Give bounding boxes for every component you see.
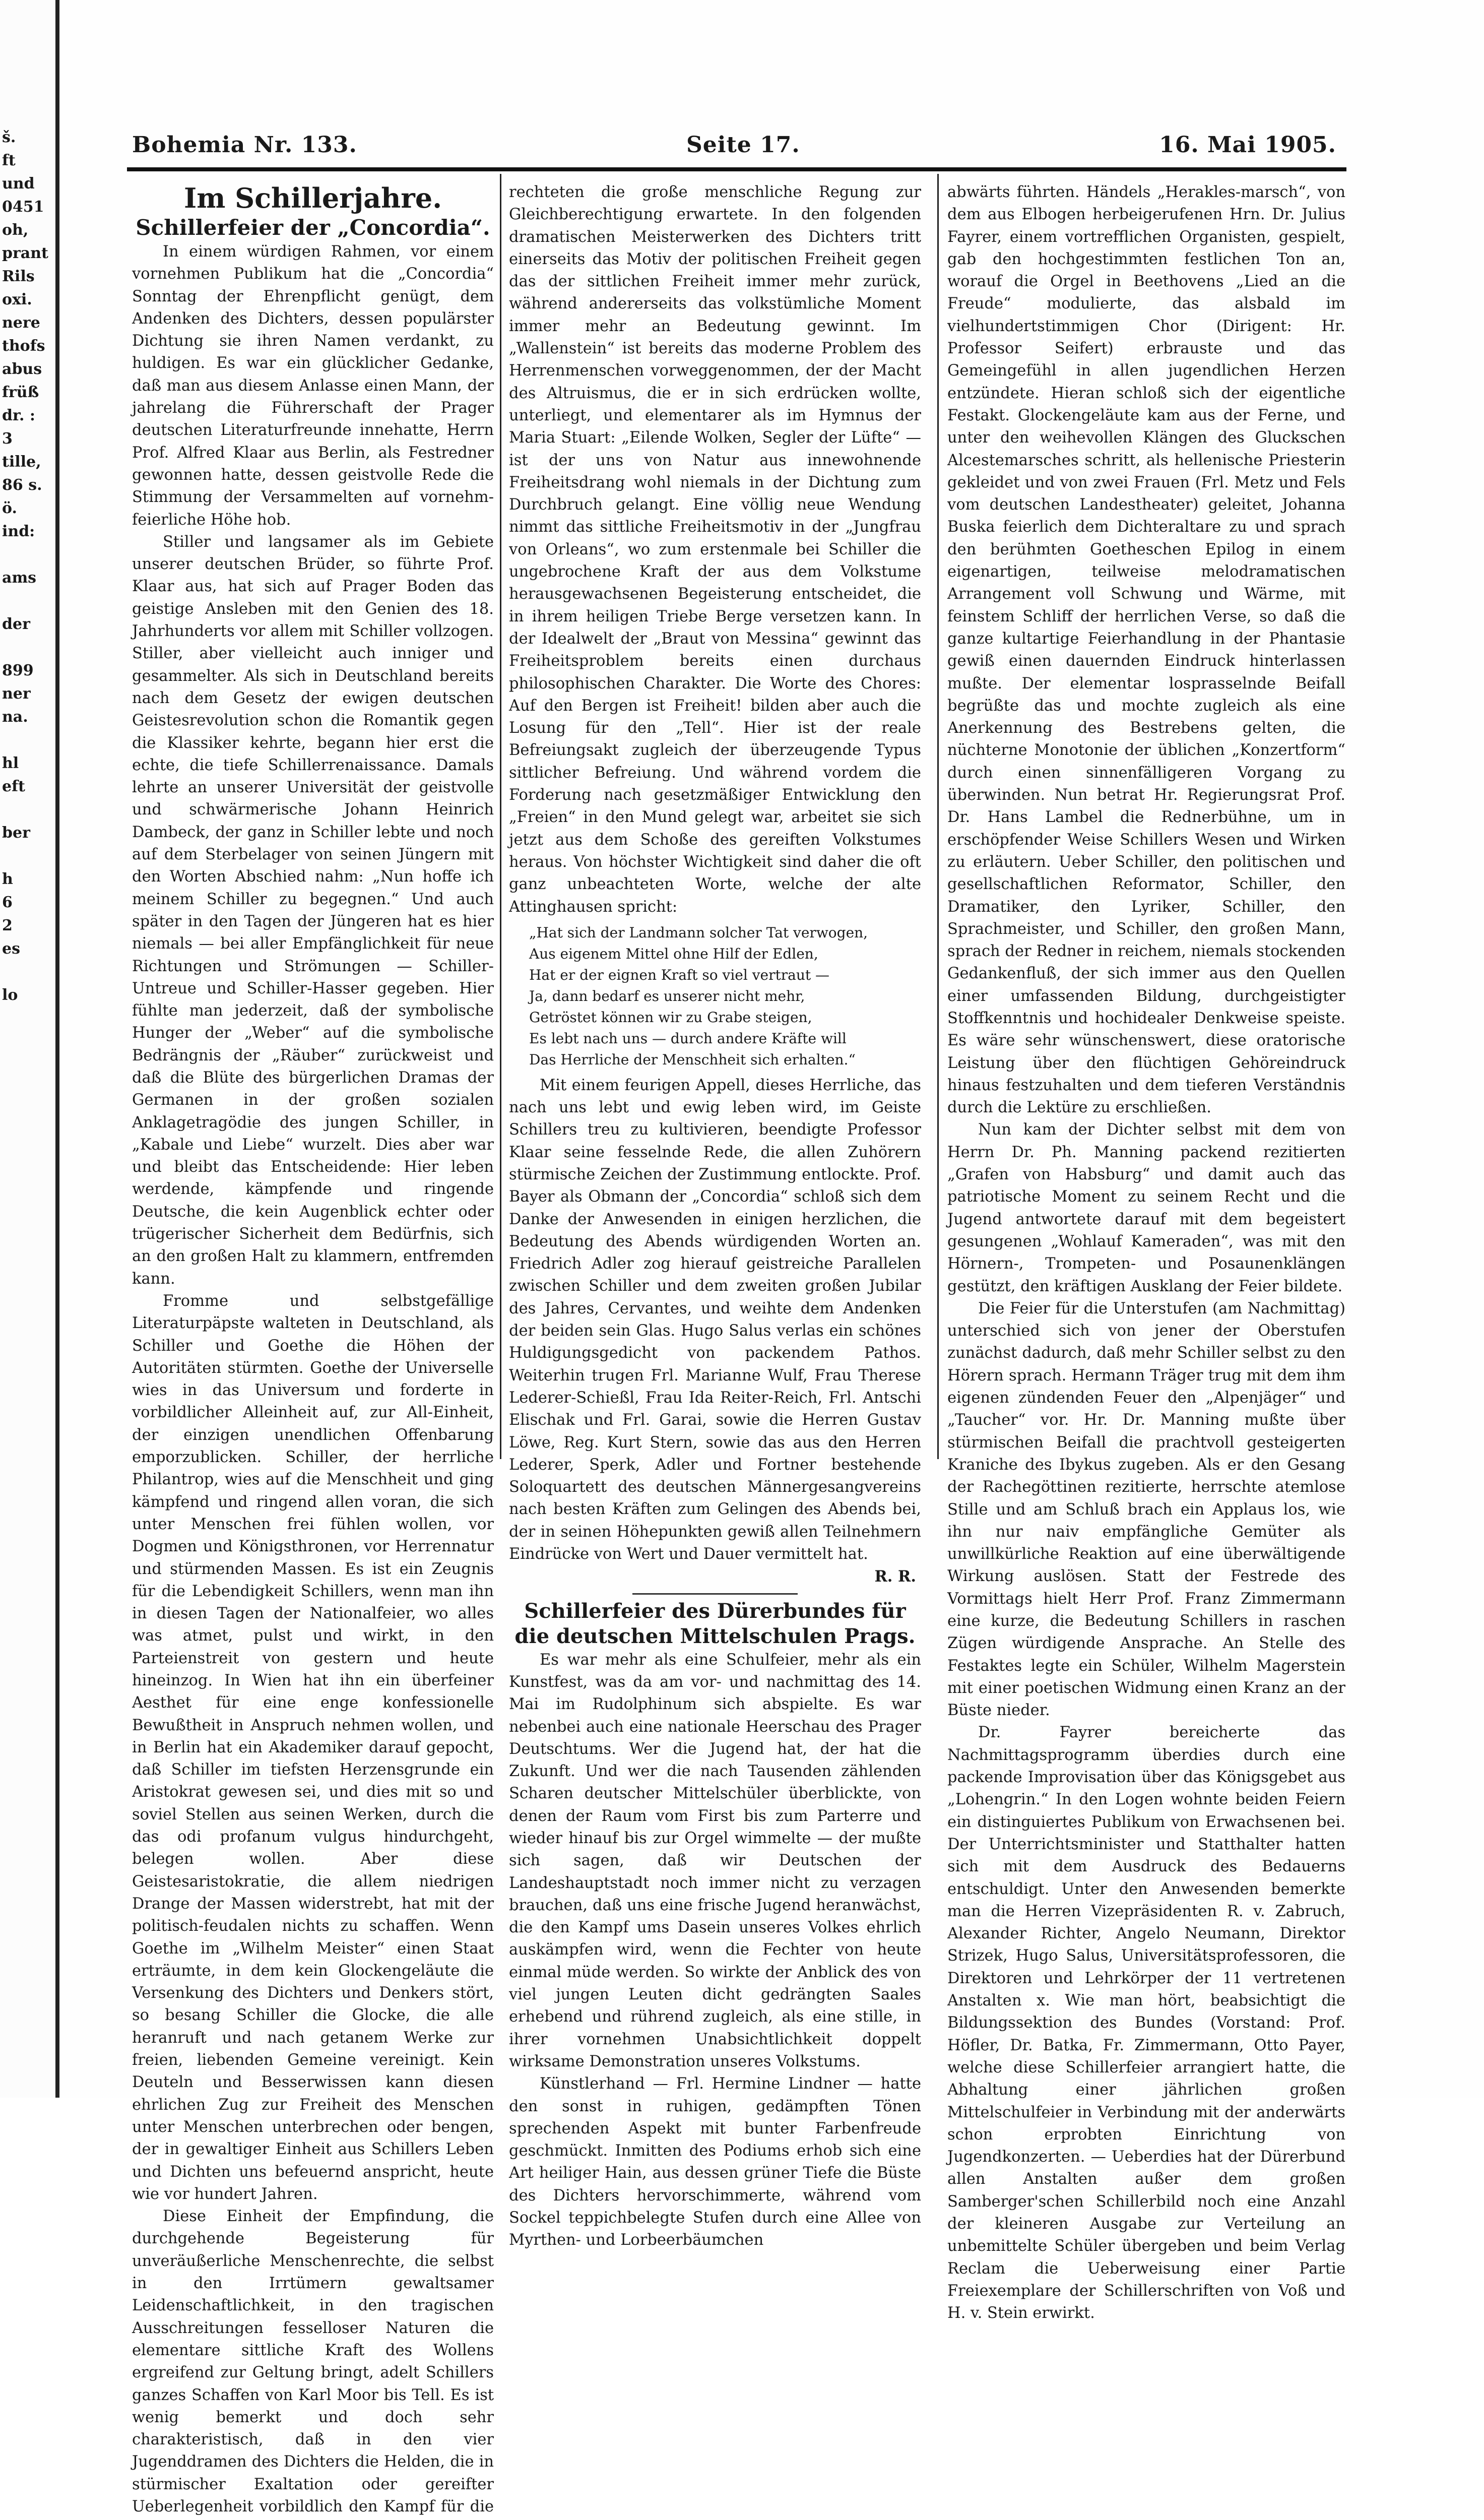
page-header [127, 132, 1346, 167]
adjacent-fragment [2, 543, 52, 566]
adjacent-fragment: der [2, 615, 30, 633]
adjacent-fragment: es [2, 940, 20, 958]
adjacent-fragment: lo [2, 986, 18, 1004]
article-title: Im Schillerjahre. [183, 182, 442, 214]
newspaper-issue: Bohemia Nr. 133. [132, 132, 357, 158]
verse-line: Hat er der eignen Kraft so viel vertraut — [529, 966, 830, 983]
article-paragraph: Dr. Fayrer bereicherte das Nachmittagsprogramm überdies durch eine packende Improvisation über das Königsgebet aus „Lohengrin.“ In den Logen wohnte beiden Feiern ein distinguiertes Publikum von Erwachsenen bei. Der Unterrichtsminister und Statthalter hatten sich mit dem Ausdruck des Bedauerns entschuldigt. Unter den Anwesenden bemerkte man die Herren Vizepräsidenten R. v. Zabruch, Alexander Richter, Angelo Neumann, Direktor Strizek, Hugo Salus, Universitätsprofessoren, die Direktoren und Lehrkörper der 11 vertretenen Anstalten x. Wie man hört, beabsichtigt die Bildungssektion des Bundes (Vorstand: Prof. Höfler, Dr. Batka, Fr. Zimmermann, Otto Payer, welche diese Schillerfeier arrangiert hatte, die Abhaltung einer jährlichen großen Mittelschulfeier in Verbindung mit der anderwärts schon erprobten Einrichtung von Jugendkonzerten. — Ueberdies hat der Dürerbund allen Anstalten außer dem großen Samberger'schen Schillerbild noch eine Anzahl der kleineren Ausgabe zur Verteilung an unbemittelte Schüler übergeben und beim Verlag Reclam die Ueberweisung einer Partie Freiexemplare der Schillerschriften von Voß und H. v. Stein erwirkt. [947, 1724, 1345, 2322]
adjacent-fragment: h [2, 870, 13, 888]
adjacent-fragment: eft [2, 778, 25, 795]
adjacent-fragment [2, 845, 52, 868]
adjacent-fragment: oh, [2, 221, 29, 239]
adjacent-fragment: thofs [2, 337, 45, 355]
adjacent-fragment: dr. : [2, 407, 35, 424]
adjacent-page-fragments [2, 126, 52, 1007]
verse-line: Getröstet können wir zu Grabe steigen, [529, 1009, 812, 1026]
adjacent-fragment: ö. [2, 499, 17, 517]
adjacent-fragment: ner [2, 685, 31, 703]
adjacent-fragment: oxi. [2, 291, 32, 308]
adjacent-fragment: ft [2, 152, 16, 169]
column-1 [132, 181, 494, 2520]
column-3 [947, 181, 1345, 2325]
adjacent-fragment [2, 961, 52, 984]
adjacent-fragment: prant [2, 244, 48, 262]
issue-date: 16. Mai 1905. [1159, 132, 1336, 158]
author-signature: R. R. [874, 1567, 916, 1586]
article-paragraph: In einem würdigen Rahmen, vor einem vornehmen Publikum hat die „Concordia“ Sonntag der Ehrenpflicht genügt, dem Andenken des Dichters, dessen populärster Dichtung sie ihren Namen verdankt, zu huldigen. Es war ein glücklicher Gedanke, daß man aus diesem Anlasse einen Mann, der jahrelang die Führerschaft der Prager deutschen Literaturfreunde innehatte, Herrn Prof. Alfred Klaar aus Berlin, als Festredner gewonnen hatte, dessen geistvolle Rede die Stimmung der Versammelten auf vornehm-feierliche Höhe hob. [132, 243, 494, 529]
adjacent-page-strip [0, 0, 60, 2098]
adjacent-fragment: ber [2, 824, 30, 842]
adjacent-fragment: 6 [2, 894, 13, 911]
article-paragraph: Mit einem feurigen Appell, dieses Herrliche, das nach uns lebt und ewig leben wird, im Geiste Schillers treu zu kultivieren, beendigte Professor Klaar seine fesselnde Rede, die allen Zuhörern stürmische Zeichen der Zustimmung entlockte. Prof. Bayer als Obmann der „Concordia“ schloß sich dem Danke der Anwesenden in einigen herzlichen, die Bedeutung des Abends würdigenden Worten an. Friedrich Adler zog hierauf geistreiche Parallelen zwischen Schiller und dem zweiten großen Jubilar des Jahres, Cervantes, und weihte dem Andenken der beiden sein Glas. Hugo Salus verlas ein schönes Huldigungsgedicht von packendem Pathos. Weiterhin trugen Frl. Marianne Wulf, Frau Therese Lederer-Schießl, Frau Ida Reiter-Reich, Frl. Antschi Elischak und Frl. Garai, sowie die Herren Gustav Löwe, Reg. Kurt Stern, sowie das aus den Herren Lederer, Sperk, Adler und Fortner bestehende Soloquartett des deutschen Männergesangvereins nach besten Kräften zum Gelingen des Abends bei, der in seinen Höhepunkten gewiß allen Teilnehmern Eindrücke von Wert und Dauer vermittelt hat. [509, 1076, 921, 1563]
adjacent-fragment: na. [2, 708, 28, 726]
column-rule-2 [937, 174, 939, 1459]
article-subtitle: Schillerfeier der „Concordia“. [136, 215, 490, 240]
adjacent-fragment: hl [2, 754, 19, 772]
adjacent-fragment: nere [2, 314, 40, 332]
article-paragraph: abwärts führten. Händels „Herakles-marsch“, von dem aus Elbogen herbeigerufenen Hrn. Dr. Julius Fayrer, einem vortrefflichen Organisten, gespielt, gab den hochgestimmten festlichen Ton an, worauf die Orgel in Beethovens „Lied an die Freude“ modulierte, das alsbald im vielhundertstimmigen Chor (Dirigent: Hr. Professor Seifert) erbrauste und das Gemeingefühl in allen jugendlichen Herzen entzündete. Hieran schloß sich der eigentliche Festakt. Glockengeläute kam aus der Ferne, und unter den weihevollen Klängen des Gluckschen Alcestemarsches schritt, als hellenische Priesterin gekleidet und von zwei Frauen (Frl. Metz und Fels vom deutschen Landestheater) geleitet, Johanna Buska feierlich dem Dichteraltare zu und sprach den berühmten Goetheschen Epilog in einem eigenartigen, teilweise melodramatischen Arrangement voll Schwung und Wärme, mit feinstem Schliff der herrlichen Verse, so daß die ganze kultartige Feierhandlung in der Phantasie gewiß einen dauernden Eindruck hinterlassen mußte. Der elementar losprasselnde Beifall begrüßte das und mochte zugleich als eine Anerkennung des Bestrebens gelten, die nüchterne Monotonie der üblichen „Konzertform“ durch einen sinnenfälligeren Vorgang zu überwinden. Nun betrat Hr. Regierungsrat Prof. Dr. Hans Lambel die Rednerbühne, um in erschöpfender Weise Schillers Wesen und Wirken zu erläutern. Ueber Schiller, den politischen und gesellschaftlichen Reformator, Schiller, den Dramatiker, den Lyriker, Schiller, den Sprachmeister, und Schiller, den großen Mann, sprach der Redner in reichem, niemals stockenden Gedankenfluß, der sich immer aus den Quellen einer umfassenden Bildung, durchgeistigter Stoffkenntnis und hochidealer Denkweise speiste. Es wäre sehr wünschenswert, diese oratorische Leistung über den flüchtigen Gehöreindruck hinaus festzuhalten und dem tieferen Verständnis durch die Lektüre zu erschließen. [947, 183, 1345, 1117]
adjacent-fragment: 899 [2, 662, 34, 679]
article-paragraph: rechteten die große menschliche Regung zur Gleichberechtigung erwartete. In den folgenden dramatischen Meisterwerken des Dichters tritt einerseits das Motiv der politischen Freiheit gegen das der sittlichen Freiheit immer mehr zurück, während andererseits das volkstümliche Moment immer mehr an Bedeutung gewinnt. Im „Wallenstein“ ist bereits das moderne Problem des Herrenmenschen vorweggenommen, der der Macht des Altruismus, die er in sich erdrücken wollte, unterliegt, und elementarer als im Hymnus der Maria Stuart: „Eilende Wolken, Segler der Lüfte“ — ist der uns von Natur aus innewohnende Freiheitsdrang wohl niemals in der Dichtung zum Durchbruch gelangt. Eine völlig neue Wendung nimmt das sittliche Freiheitsmotiv in der „Jungfrau von Orleans“, wo zum erstenmale bei Schiller die ungebrochene Kraft der aus dem Volkstume herausgewachsenen Begeisterung entscheidet, die in ihrem heiligen Triebe Berge versetzen kann. In der Idealwelt der „Braut von Messina“ gewinnt das Freiheitsproblem bereits einen durchaus philosophischen Charakter. Die Worte des Chores: Auf den Bergen ist Freiheit! bilden aber auch die Losung für den „Tell“. Hier ist der reale Befreiungsakt zugleich der überzeugende Typus sittlicher Befreiung. Und während vordem die Forderung nach gesetzmäßiger Entwicklung den „Freien“ in den Mund gelegt war, arbeitet sie sich jetzt aus dem Schoße des gereiften Volkstumes heraus. Von höchster Wichtigkeit sind daher die oft ganz unbeachteten Worte, welche der alte Attinghausen spricht: [509, 183, 921, 916]
adjacent-fragment: früß [2, 384, 39, 401]
article-paragraph: Künstlerhand — Frl. Hermine Lindner — hatte den sonst in ruhigen, gedämpften Tönen sprechenden Aspekt mit bunter Farbenfreude geschmückt. Inmitten des Podiums erhob sich eine Art heiliger Hain, aus dessen grüner Tiefe die Büste des Dichters hervorschimmerte, während vom Sockel teppichbelegte Stufen durch eine Allee von Myrthen- und Lorbeerbäumchen [509, 2075, 921, 2249]
column-rule-1 [500, 174, 501, 1459]
verse-line: Das Herrliche der Menschheit sich erhalten.“ [529, 1051, 856, 1068]
adjacent-fragment: 86 s. [2, 476, 42, 494]
adjacent-fragment [2, 798, 52, 822]
article-paragraph: Es war mehr als eine Schulfeier, mehr als ein Kunstfest, was da am vor- und nachmittag des 14. Mai im Rudolphinum sich abspielte. Es war nebenbei auch eine nationale Heerschau des Prager Deutschtums. Wer die Jugend hat, der hat die Zukunft. Und wer die nach Tausenden zählenden Scharen deutscher Mittelschüler überblickte, von denen der Raum vom First bis zum Parterre und wieder hinauf bis zur Orgel wimmelte — der mußte sich sagen, daß wir Deutschen der Landeshauptstadt noch immer nicht zu verzagen brauchen, daß uns eine frische Jugend heranwächst, die den Kampf ums Dasein unseres Volkes ehrlich auskämpfen wird, wenn die Fechter von heute einmal müde werden. So wirkte der Anblick des von viel jungen Leuten dicht gedrängten Saales erhebend und rührend zugleich, als eine stille, in ihrer vornehmen Unabsichtlichkeit doppelt wirksame Demonstration unseres Volkstums. [509, 1651, 921, 2070]
adjacent-fragment: ind: [2, 523, 35, 540]
verse-line: „Hat sich der Landmann solcher Tat verwogen, [529, 924, 868, 941]
adjacent-fragment: 0451 [2, 198, 44, 216]
header-rule [127, 167, 1346, 171]
column-2 [509, 181, 921, 2252]
article-paragraph: Die Feier für die Unterstufen (am Nachmittag) unterschied sich von jener der Oberstufen zunächst dadurch, daß mehr Schiller selbst zu den Hörern sprach. Hermann Träger trug mit dem ihm eigenen zündenden Feuer den „Alpenjäger“ und „Taucher“ vor. Hr. Dr. Manning mußte über stürmischen Beifall die prachtvoll gesteigerten Kraniche des Ibykus zugeben. Als er den Gesang der Rachegöttinen rezitierte, herrschte atemlose Stille und am Schluß brach ein Applaus los, wie ihn nur naiv empfängliche Gemüter als unwillkürliche Reaktion auf eine überwältigende Wirkung auslösen. Statt der Festrede des Vormittags hielt Herr Prof. Franz Zimmermann eine kurze, die Bedeutung Schillers in raschen Zügen würdigende Ansprache. An Stelle des Festaktes legte ein Schüler, Wilhelm Magerstein mit einer poetischen Widmung einen Kranz an der Büste nieder. [947, 1299, 1345, 1720]
verse-line: Aus eigenem Mittel ohne Hilf der Edlen, [529, 945, 818, 962]
article-paragraph: Stiller und langsamer als im Gebiete unserer deutschen Brüder, so führte Prof. Klaar aus, hat sich auf Prager Boden das geistige Ansleben mit den Genien des 18. Jahrhunderts vor allem mit Schiller vollzogen. Stiller, aber vielleicht auch inniger und gesammelter. Als sich in Deutschland bereits nach dem Gesetz der ewigen deutschen Geistesrevolution schon die Romantik gegen die Klassiker kehrte, begann hier erst die echte, die tiefe Schillerrenaissance. Damals lehrte an unserer Universität der geistvolle und schwärmerische Johann Heinrich Dambeck, der ganz in Schiller lebte und noch auf dem Sterbelager von seinen Jüngern mit den Worten Abschied nahm: „Nun hoffe ich meinem Schiller zu begegnen.“ Und auch später in den Tagen der Jüngeren hat es hier niemals — bei aller Empfänglichkeit für neue Richtungen und Strömungen — Schiller-Untreue und Schiller-Hasser gegeben. Hier fühlte man jederzeit, daß der symbolische Hunger der „Weber“ auf die symbolische Bedrängnis der „Räuber“ zurückweist und daß die Blüte des bürgerlichen Dramas der Germanen in der großen sozialen Anklagetragödie des jungen Schiller, in „Kabale und Liebe“ wurzelt. Dies aber war und bleibt das Entscheidende: Hier leben werdende, kämpfende und ringende Deutsche, die kein Augenblick echter oder trügerischer Sicherheit dem Bedürfnis, sich an den großen Halt zu klammern, entfremden kann. [132, 533, 494, 1288]
adjacent-fragment: abus [2, 360, 42, 378]
page-number: Seite 17. [686, 132, 800, 158]
adjacent-fragment [2, 636, 52, 659]
page-edge-bar [55, 0, 59, 2098]
adjacent-fragment: und [2, 175, 35, 193]
article-paragraph: Fromme und selbstgefällige Literaturpäpste walteten in Deutschland, als Schiller und Goethe die Höhen der Autoritäten stürmten. Goethe der Universelle wies in das Universum und forderte in vorbildlicher Alleinheit auf, zur All-Einheit, der einzigen unendlichen Offenbarung emporzublicken. Schiller, der herrliche Philantrop, wies auf die Menschheit und ging kämpfend und ringend allen voran, die sich unter Menschen frei fühlen wollen, vor Dogmen und Königsthronen, vor Herrennatur und stürmenden Massen. Es ist ein Zeugnis für die Lebendigkeit Schillers, wenn man ihn in diesen Tagen der Nationalfeier, wo alles was atmet, pulst und wirkt, in den Parteienstreit von gestern und heute hineinzog. In Wien hat ihn ein überfeiner Aesthet für eine enge konfessionelle Bewußtheit in Anspruch nehmen wollen, und in Berlin hat ein Akademiker darauf gepocht, daß Schiller im tiefsten Herzensgrunde ein Aristokrat gewesen sei, und dies mit so und soviel Stellen aus seinen Werken, durch die das odi profanum vulgus hindurchgeht, belegen wollen. Aber diese Geistesaristokratie, die allem niedrigen Drange der Massen widerstrebt, hat mit der politisch-feudalen nichts zu schaffen. Wenn Goethe im „Wilhelm Meister“ einen Staat erträumte, in dem kein Glockengeläute die Versenkung des Dichters und Denkers stört, so besang Schiller die Glocke, die alle heranruft und nach getanem Werke zur freien, liebenden Gemeine vereinigt. Kein Deuteln und Besserwissen kann diesen ehrlichen Zug zur Freiheit des Menschen unter Menschen unterbrechen oder bengen, der in gewaltiger Einheit aus Schillers Leben und Dichten uns befeuernd anspricht, heute wie vor hundert Jahren. [132, 1292, 494, 2203]
article-2-title: Schillerfeier des Dürerbundes für die deutschen Mittelschulen Prags. [514, 1599, 916, 1648]
verse-line: Es lebt nach uns — durch andere Kräfte will [529, 1030, 847, 1047]
adjacent-fragment [2, 590, 52, 613]
adjacent-fragment [2, 729, 52, 752]
adjacent-fragment: tille, [2, 453, 41, 471]
article-divider [632, 1593, 797, 1595]
adjacent-fragment: 3 [2, 430, 13, 448]
article-paragraph: Nun kam der Dichter selbst mit dem von Herrn Dr. Ph. Manning packend rezitierten „Grafen von Habsburg“ und damit auch das patriotische Moment zu seinem Recht und die Jugend antwortete darauf mit dem begeistert gesungenen „Wohlauf Kameraden“, was mit den Hörnern-, Trompeten- und Posaunenklängen gestützt, den kräftigen Ausklang der Feier bildete. [947, 1121, 1345, 1295]
adjacent-fragment: ams [2, 569, 37, 587]
article-paragraph: Diese Einheit der Empfindung, die durchgehende Begeisterung für unveräußerliche Menschenrechte, die selbst in den Irrtümern gewaltsamer Leidenschaftlichkeit, in den tragischen Ausschreitungen fesselloser Naturen die elementare sittliche Kraft des Wollens ergreifend zur Geltung bringt, adelt Schillers ganzes Schaffen von Karl Moor bis Tell. Es ist wenig bemerkt und doch sehr charakteristisch, daß in den vier Jugenddramen des Dichters die Helden, die in stürmischer Exaltation oder gereifter Ueberlegenheit vorbildlich den Kampf für die [132, 2208, 494, 2515]
verse-quote [529, 922, 921, 1070]
adjacent-fragment: 2 [2, 917, 13, 934]
adjacent-fragment: Rils [2, 268, 35, 285]
verse-line: Ja, dann bedarf es unserer nicht mehr, [529, 987, 805, 1004]
adjacent-fragment: š. [2, 129, 16, 146]
